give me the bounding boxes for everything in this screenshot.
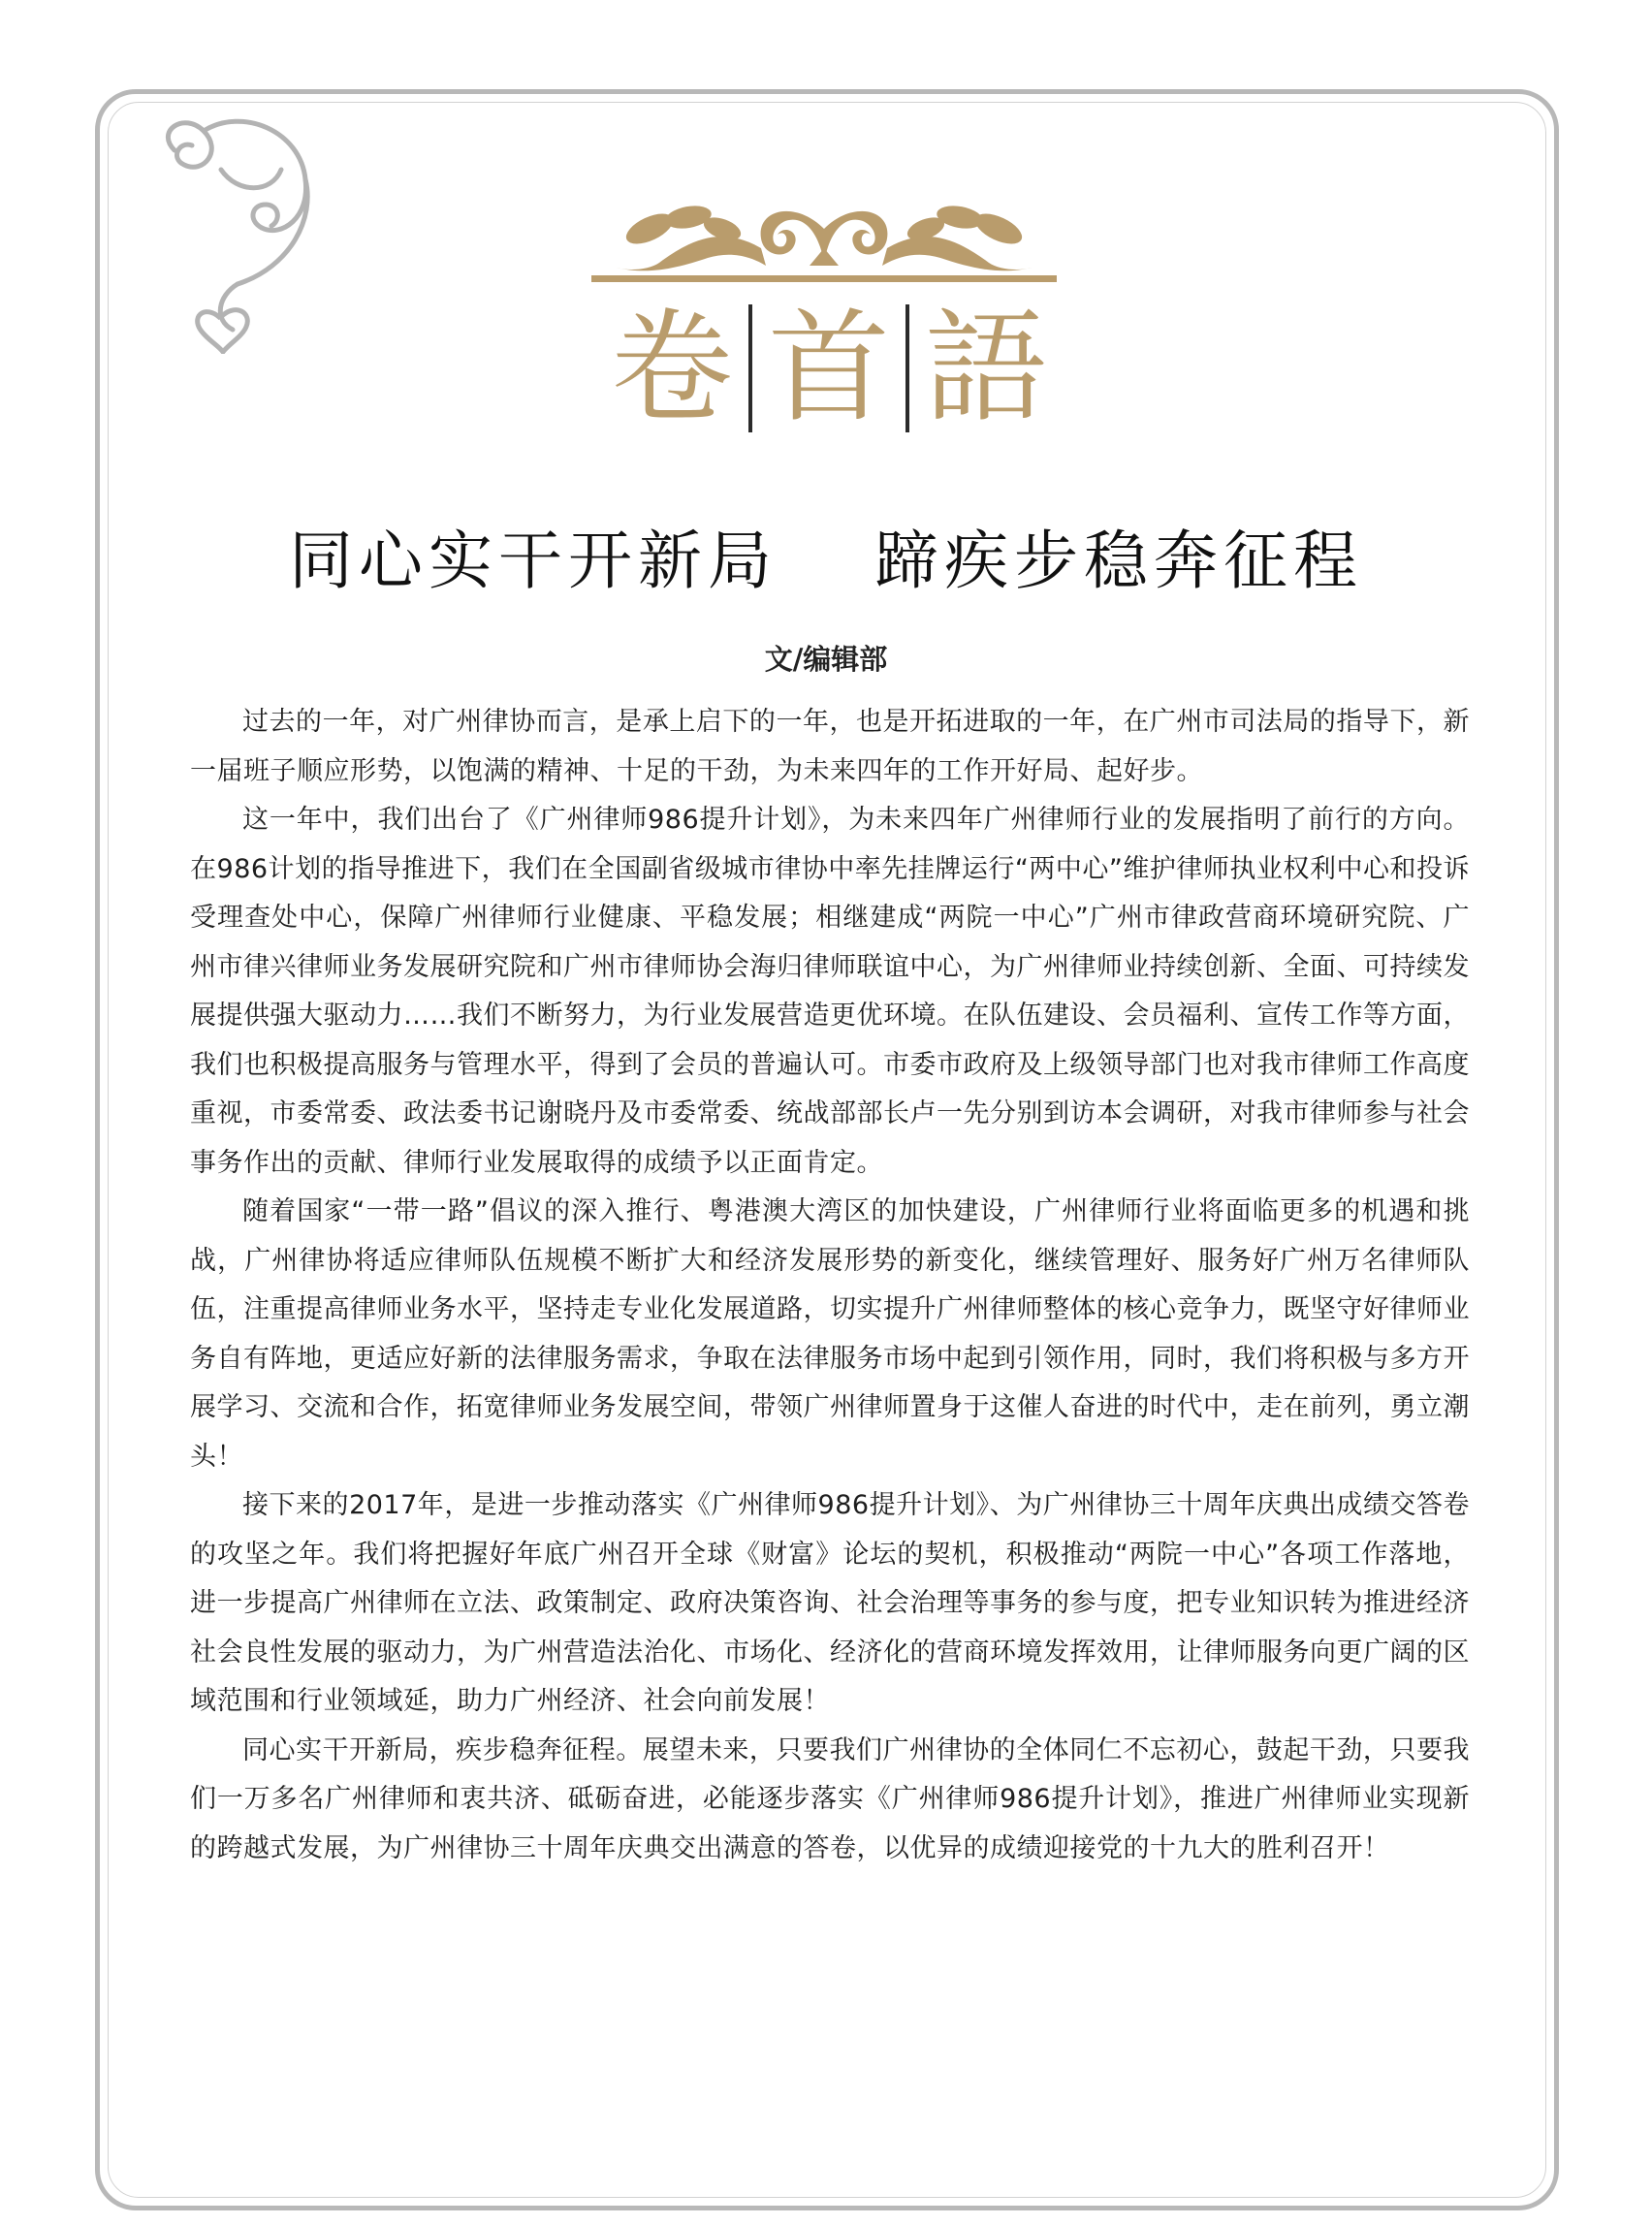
byline: 文/编辑部 <box>764 643 888 676</box>
article-body <box>190 698 1470 1873</box>
swirl-heart-ornament-icon <box>145 111 359 354</box>
section-heading-char: 卷 <box>611 297 733 439</box>
section-heading-char: 語 <box>925 297 1047 439</box>
paragraph: 同心实干开新局，疾步稳奔征程。展望未来，只要我们广州律协的全体同仁不忘初心，鼓起干劲，只要我们一万多名广州律师和衷共济、砥砺奋进，必能逐步落实《广州律师986提升计划》，推进广州律师业实现新的跨越式发展，为广州律协三十周年庆典交出满意的答卷，以优异的成绩迎接党的十九大的胜利召开！ <box>190 1734 1470 1863</box>
article-title-part1: 同心实干开新局 <box>289 524 778 598</box>
article-title <box>0 509 1652 601</box>
paragraph: 随着国家“一带一路”倡议的深入推行、粤港澳大湾区的加快建设，广州律师行业将面临更多的机遇和挑战，广州律协将适应律师队伍规模不断扩大和经济发展形势的新变化，继续管理好、服务好广州万名律师队伍，注重提高律师业务水平，坚持走专业化发展道路，切实提升广州律师整体的核心竞争力，既坚守好律师业务自有阵地，更适应好新的法律服务需求，争取在法律服务市场中起到引领作用，同时，我们将积极与多方开展学习、交流和合作，拓宽律师业务发展空间，带领广州律师置身于这催人奋进的时代中，走在前列，勇立潮头！ <box>190 1196 1470 1472</box>
paragraph: 这一年中，我们出台了《广州律师986提升计划》，为未来四年广州律师行业的发展指明了前行的方向。在986计划的指导推进下，我们在全国副省级城市律协中率先挂牌运行“两中心”维护律师执业权利中心和投诉受理查处中心，保障广州律师行业健康、平稳发展；相继建成“两院一中心”广州市律政营商环境研究院、广州市律兴律师业务发展研究院和广州市律师协会海归律师联谊中心，为广州律师业持续创新、全面、可持续发展提供强大驱动力……我们不断努力，为行业发展营造更优环境。在队伍建设、会员福利、宣传工作等方面，我们也积极提高服务与管理水平，得到了会员的普遍认可。市委市政府及上级领导部门也对我市律师工作高度重视，市委常委、政法委书记谢晓丹及市委常委、统战部部长卢一先分别到访本会调研，对我市律师参与社会事务作出的贡献、律师行业发展取得的成绩予以正面肯定。 <box>190 805 1470 1178</box>
section-heading <box>582 296 1076 461</box>
paragraph: 过去的一年，对广州律协而言，是承上启下的一年，也是开拓进取的一年，在广州市司法局的指导下，新一届班子顺应形势，以饱满的精神、十足的干劲，为未来四年的工作开好局、起好步。 <box>190 707 1470 786</box>
paragraph: 接下来的2017年，是进一步推动落实《广州律师986提升计划》、为广州律协三十周年庆典出成绩交答卷的攻坚之年。我们将把握好年底广州召开全球《财富》论坛的契机，积极推动“两院一中心”各项工作落地，进一步提高广州律师在立法、政策制定、政府决策咨询、社会治理等事务的参与度，把专业知识转为推进经济社会良性发展的驱动力，为广州营造法治化、市场化、经济化的营商环境发挥效用，让律师服务向更广阔的区域范围和行业领域延，助力广州经济、社会向前发展！ <box>190 1490 1470 1716</box>
article-title-part2: 蹄疾步稳奔征程 <box>874 524 1363 598</box>
gold-scroll-ornament-icon <box>591 190 1057 287</box>
section-heading-char: 首 <box>768 297 890 439</box>
